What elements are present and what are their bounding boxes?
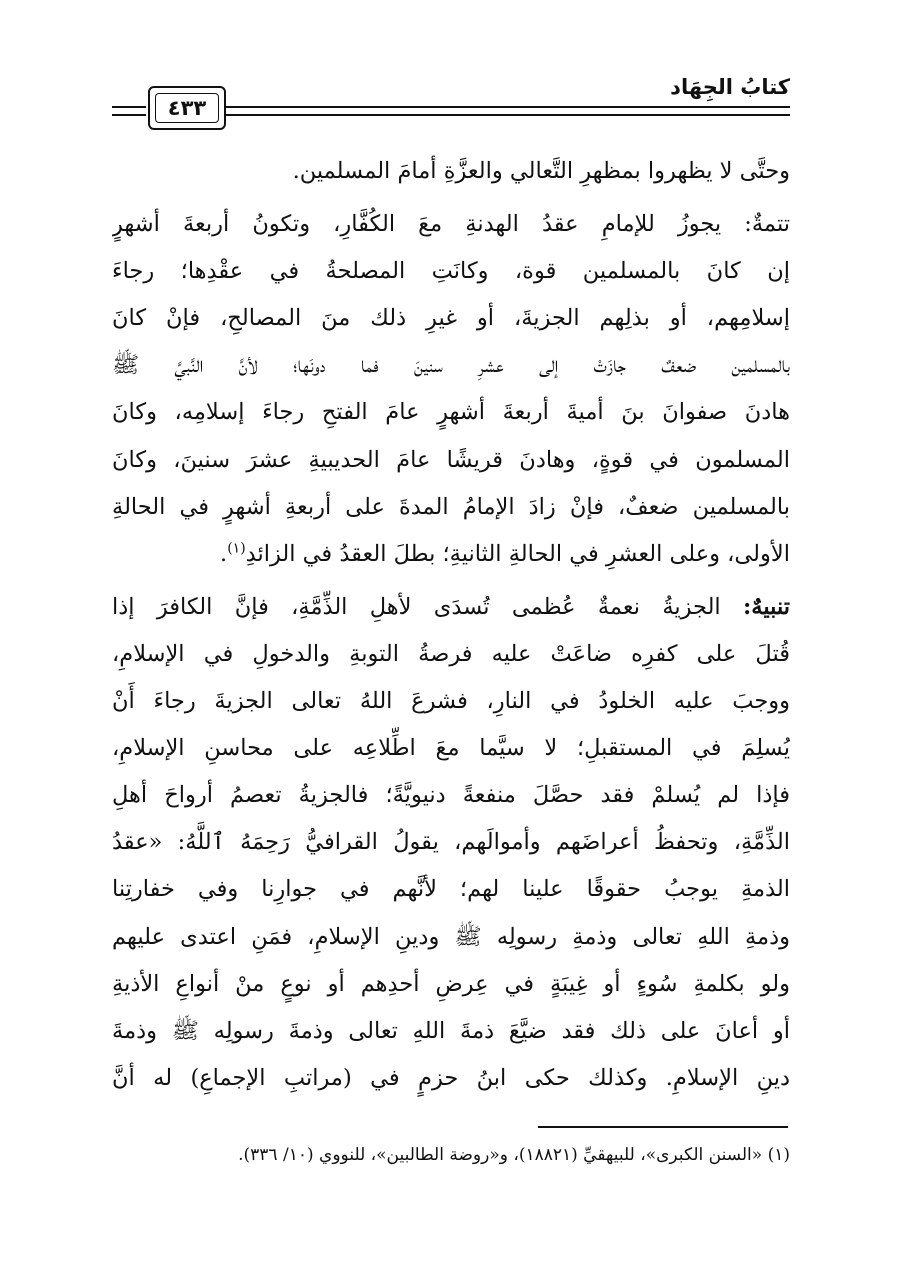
- header-double-rule-left: [112, 106, 146, 116]
- text-line: أو أعانَ على ذلك فقد ضيَّعَ ذمةَ اللهِ تعالى وذمةَ رسولِه ﷺ وذمةَ: [112, 1017, 790, 1044]
- text-line: يُسلِمَ في المستقبلِ؛ لا سيَّما معَ اطِّلاعِه على محاسنِ الإسلامِ،: [112, 735, 790, 762]
- notice-label: تنبيهٌ:: [743, 593, 790, 620]
- text-line: وذمةِ اللهِ تعالى وذمةِ رسولِه ﷺ ودينِ الإسلامِ، فمَنِ اعتدى عليهم: [112, 923, 790, 950]
- text-line: فإذا لم يُسلمْ فقد حصَّلَ منفعةً دنيويَّةً؛ فالجزيةُ تعصمُ أرواحَ أهلِ: [112, 782, 790, 809]
- footnote-separator: [538, 1126, 788, 1128]
- line-end-period: .: [220, 540, 228, 567]
- main-text: [112, 148, 790, 1102]
- book-title: كتابُ الجِهَاد: [670, 75, 790, 99]
- text-line-content: الجزيةُ نعمةٌ عُظمى تُسدَى لأهلِ الذِّمَّةِ، فإنَّ الكافرَ إذا: [112, 593, 721, 620]
- text-line: إسلامِهم، أو بذلِهم الجزيةَ، أو غيرِ ذلك منَ المصالحِ، فإنْ كانَ: [112, 305, 790, 332]
- text-line: [112, 531, 790, 578]
- footnote-marker: (١): [227, 540, 246, 557]
- text-line: ووجبَ عليه الخلودُ في النارِ، فشرعَ اللهُ تعالى الجزيةَ رجاءَ أَنْ: [112, 688, 790, 715]
- page-header: [112, 70, 790, 130]
- text-line: هادنَ صفوانَ بنَ أميةَ أربعةَ أشهرٍ عامَ الفتحِ رجاءَ إسلامِه، وكانَ: [112, 399, 790, 426]
- header-double-rule: [224, 106, 790, 116]
- text-line: دينِ الإسلامِ. وكذلك حكى ابنُ حزمٍ في (مراتبِ الإجماعِ) له أنَّ: [112, 1064, 790, 1091]
- page-number-frame: [148, 86, 226, 130]
- text-line: بالمسلمين ضعفٌ جازَتْ إلى عشرِ سنينَ فما دونَها؛ لأنَّ النَّبيَّ ﷺ: [112, 352, 790, 379]
- text-line: بالمسلمين ضعفٌ، فإنْ زادَ الإمامُ المدةَ على أربعةِ أشهرٍ في الحالةِ: [112, 493, 790, 520]
- text-line: المسلمون في قوةٍ، وهادنَ قريشًا عامَ الحديبيةِ عشرَ سنينَ، وكانَ: [112, 446, 790, 473]
- text-line: تتمةٌ: يجوزُ للإمامِ عقدُ الهدنةِ معَ الكُفَّارِ، وتكونُ أربعةَ أشهرٍ: [112, 211, 790, 238]
- page-number: ٤٣٣: [155, 93, 219, 123]
- text-line: الذِّمَّةِ، وتحفظُ أعراضَهم وأموالَهم، يقولُ القرافيُّ رَحِمَهُ ٱللَّهُ: «عقدُ: [112, 829, 790, 856]
- text-line: إن كانَ بالمسلمين قوة، وكانَتِ المصلحةُ في عقْدِها؛ رجاءَ: [112, 258, 790, 285]
- text-line-content: الأولى، وعلى العشرِ في الحالةِ الثانيةِ؛ بطلَ العقدُ في الزائدِ: [245, 540, 790, 567]
- text-line: قُتلَ على كفرِه ضاعَتْ عليه فرصةُ التوبةِ والدخولِ في الإسلامِ،: [112, 640, 790, 667]
- footnote: (١) «السنن الكبرى»، للبيهقيِّ (١٨٨٢١)، و«روضة الطالبين»، للنووي (١٠/ ٣٣٦).: [238, 1145, 790, 1165]
- text-line: وحتَّى لا يظهروا بمظهرِ التَّعالي والعزَّةِ أمامَ المسلمين.: [292, 158, 790, 184]
- text-line: الذمةِ يوجبُ حقوقًا علينا لهم؛ لأنَّهم في جوارِنا وفي خفارتِنا: [112, 876, 790, 903]
- text-line: [112, 584, 790, 631]
- text-line: ولو بكلمةِ سُوءٍ أو غِيبَةٍ في عِرضِ أحدِهم أو نوعٍ منْ أنواعِ الأذيةِ: [112, 970, 790, 997]
